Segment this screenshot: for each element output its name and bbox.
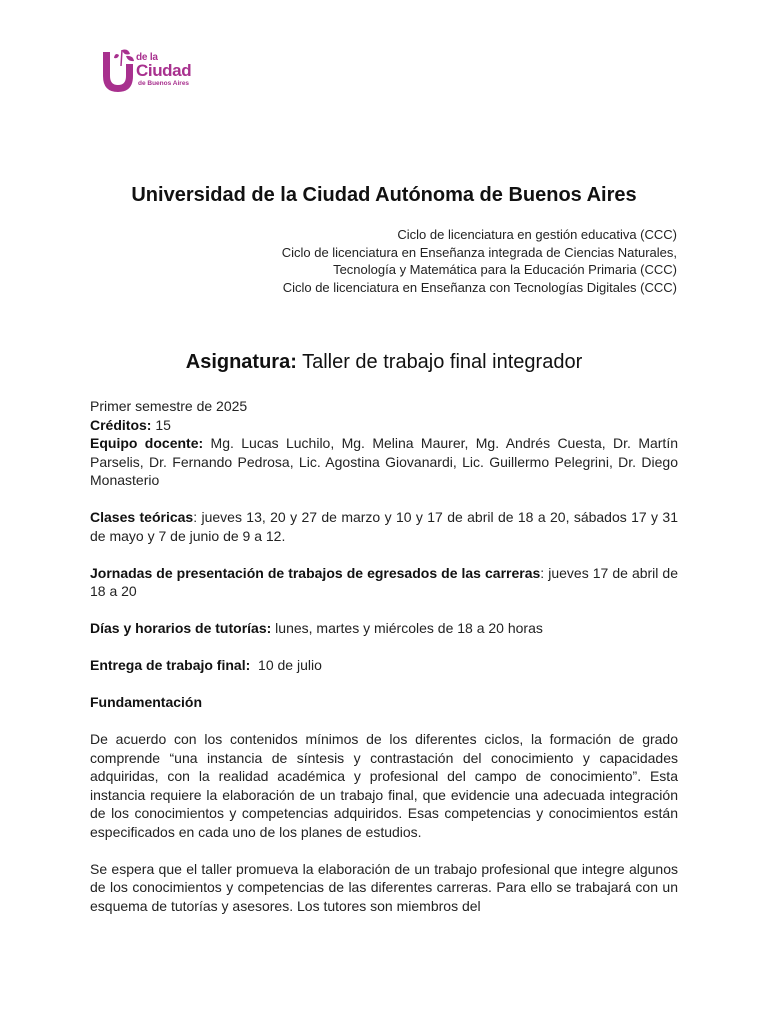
logo-line-3: de Buenos Aires [138, 80, 190, 87]
cycle-line: Ciclo de licenciatura en Enseñanza con Tecnologías Digitales (CCC) [282, 279, 677, 295]
tutoring-line [90, 619, 678, 638]
tutoring-label: Días y horarios de tutorías: [90, 620, 272, 636]
subject-label: Asignatura: [185, 351, 297, 373]
cycle-line: Ciclo de licenciatura en Enseñanza integrada de Ciencias Naturales, [281, 244, 677, 260]
logo-line-2: Ciudad [136, 61, 192, 80]
delivery-label: Entrega de trabajo final: [90, 657, 251, 673]
team-line [90, 434, 678, 490]
credits-label: Créditos: [90, 416, 152, 433]
team-value: Mg. Lucas Luchilo, Mg. Melina Maurer, Mg. Andrés Cuesta, Dr. Martín Parselis, Dr. Fernando Pedrosa, Lic. Agostina Giovanardi, Lic. Guillermo Pelegrini, Dr. Diego Monasterio [90, 435, 678, 488]
document-body [90, 397, 678, 915]
logo-line-1: de la [136, 52, 158, 63]
classes-value: : jueves 13, 20 y 27 de marzo y 10 y 17 de abril de 18 a 20, sábados 17 y 31 de mayo y 7 de junio de 9 a 12. [90, 509, 678, 544]
document-title: Universidad de la Ciudad Autónoma de Buenos Aires [131, 184, 637, 206]
team-label: Equipo docente: [90, 435, 204, 451]
cycle-line: Ciclo de licenciatura en gestión educativa (CCC) [397, 227, 677, 242]
sessions-line [90, 564, 678, 601]
subject-value: Taller de trabajo final integrador [296, 351, 583, 373]
classes-line [90, 508, 678, 545]
classes-label: Clases teóricas [90, 509, 194, 525]
credits-line [90, 416, 678, 435]
cycle-line: Tecnología y Matemática para la Educación Primaria (CCC) [333, 262, 677, 277]
delivery-line [90, 656, 678, 675]
semester-line: Primer semestre de 2025 [90, 398, 248, 414]
paragraph-1: De acuerdo con los contenidos mínimos de los diferentes ciclos, la formación de grado comprende “una instancia de síntesis y contrastación del conocimiento y capacidades adquiridas, con la realidad académica y profesional del campo de conocimiento”. Esta instancia requiere la elaboración de un trabajo final, que evidencie una adecuada integración de los conocimientos y competencias adquiridos. Esas competencias y conocimientos están especificados en cada uno de los planes de estudios. [90, 731, 678, 840]
section-heading-text: Fundamentación [90, 694, 203, 710]
paragraph-2: Se espera que el taller promueva la elaboración de un trabajo profesional que integre algunos de los conocimientos y competencias de las diferentes carreras. Para ello se trabajará con un esquema de tutorías y asesores. Los tutores son miembros del [90, 860, 678, 914]
university-logo [100, 46, 200, 98]
sessions-value: : jueves 17 de abril de 18 a 20 [90, 564, 679, 599]
logo-u-mark-icon [100, 46, 140, 98]
section-heading [90, 693, 678, 712]
subject-heading [0, 351, 768, 374]
credits-value: 15 [151, 416, 171, 433]
delivery-value: 10 de julio [250, 657, 322, 673]
tutoring-value: lunes, martes y miércoles de 18 a 20 horas [271, 620, 543, 636]
sessions-label: Jornadas de presentación de trabajos de egresados de las carreras [90, 564, 541, 581]
cycles-list [77, 226, 677, 296]
